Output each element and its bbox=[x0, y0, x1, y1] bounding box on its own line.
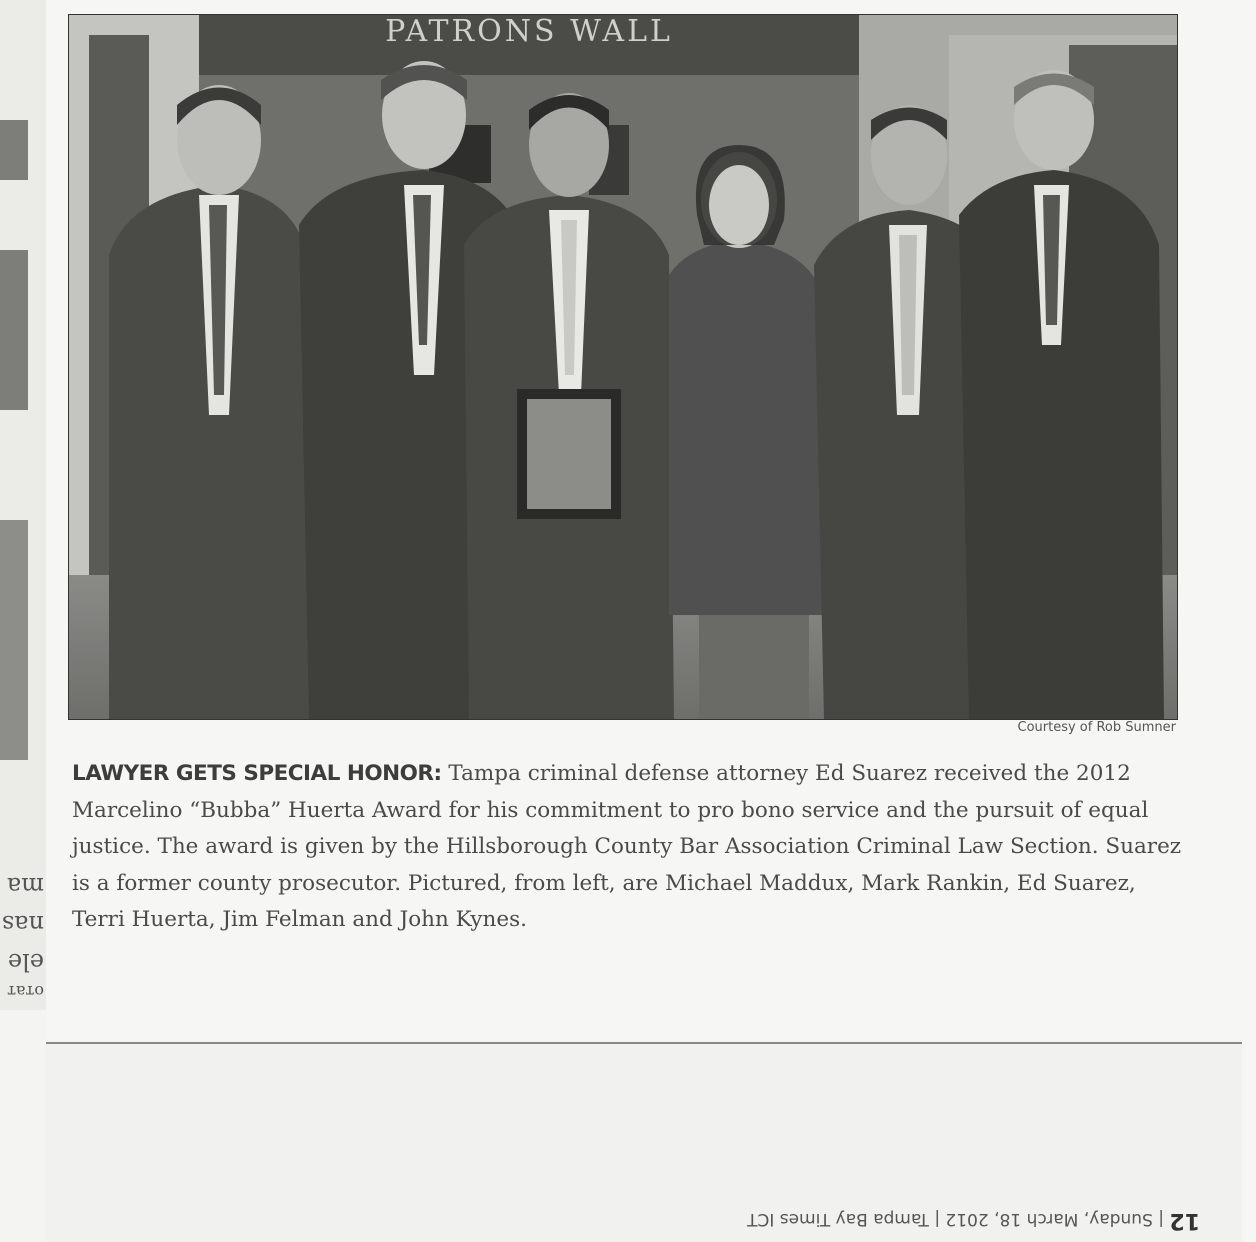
fragment-text: ma bbox=[6, 872, 44, 900]
issue-date: Sunday, March 18, 2012 bbox=[945, 1209, 1153, 1229]
news-photo bbox=[68, 14, 1178, 720]
caption-body: Tampa criminal defense attorney Ed Suarez received the 2012 Marcelino “Bubba” Huerta Award for his commitment to pro bono service and the pursuit of equal justice. The award is given by the Hillsborough County Bar Association Criminal Law Section. Suarez is a former county prosecutor. Pictured, from left, are Michael Maddux, Mark Rankin, Ed Suarez, Terri Huerta, Jim Felman and John Kynes. bbox=[72, 761, 1182, 932]
fragment-text: nas bbox=[1, 910, 44, 938]
page-footer: 12 | Sunday, March 18, 2012 | Tampa Bay Times ICT bbox=[747, 1208, 1200, 1233]
section-label: ICT bbox=[747, 1209, 775, 1229]
patrons-wall-sign: PATRONS WALL bbox=[385, 15, 673, 49]
photo-credit: Courtesy of Rob Sumner bbox=[1017, 720, 1176, 735]
fragment-text: ele bbox=[7, 948, 44, 976]
fragment-block bbox=[0, 520, 28, 760]
group-photo-illustration bbox=[69, 15, 1177, 719]
photo-caption bbox=[72, 756, 1182, 939]
fragment-block bbox=[0, 120, 28, 180]
fragment-block bbox=[0, 250, 28, 410]
publication-name: Tampa Bay Times bbox=[779, 1209, 929, 1229]
page-number: 12 bbox=[1169, 1208, 1200, 1233]
adjacent-column-fragment bbox=[0, 0, 47, 1010]
caption-kicker: LAWYER GETS SPECIAL HONOR: bbox=[72, 761, 442, 786]
fragment-text: отат bbox=[7, 982, 44, 1001]
